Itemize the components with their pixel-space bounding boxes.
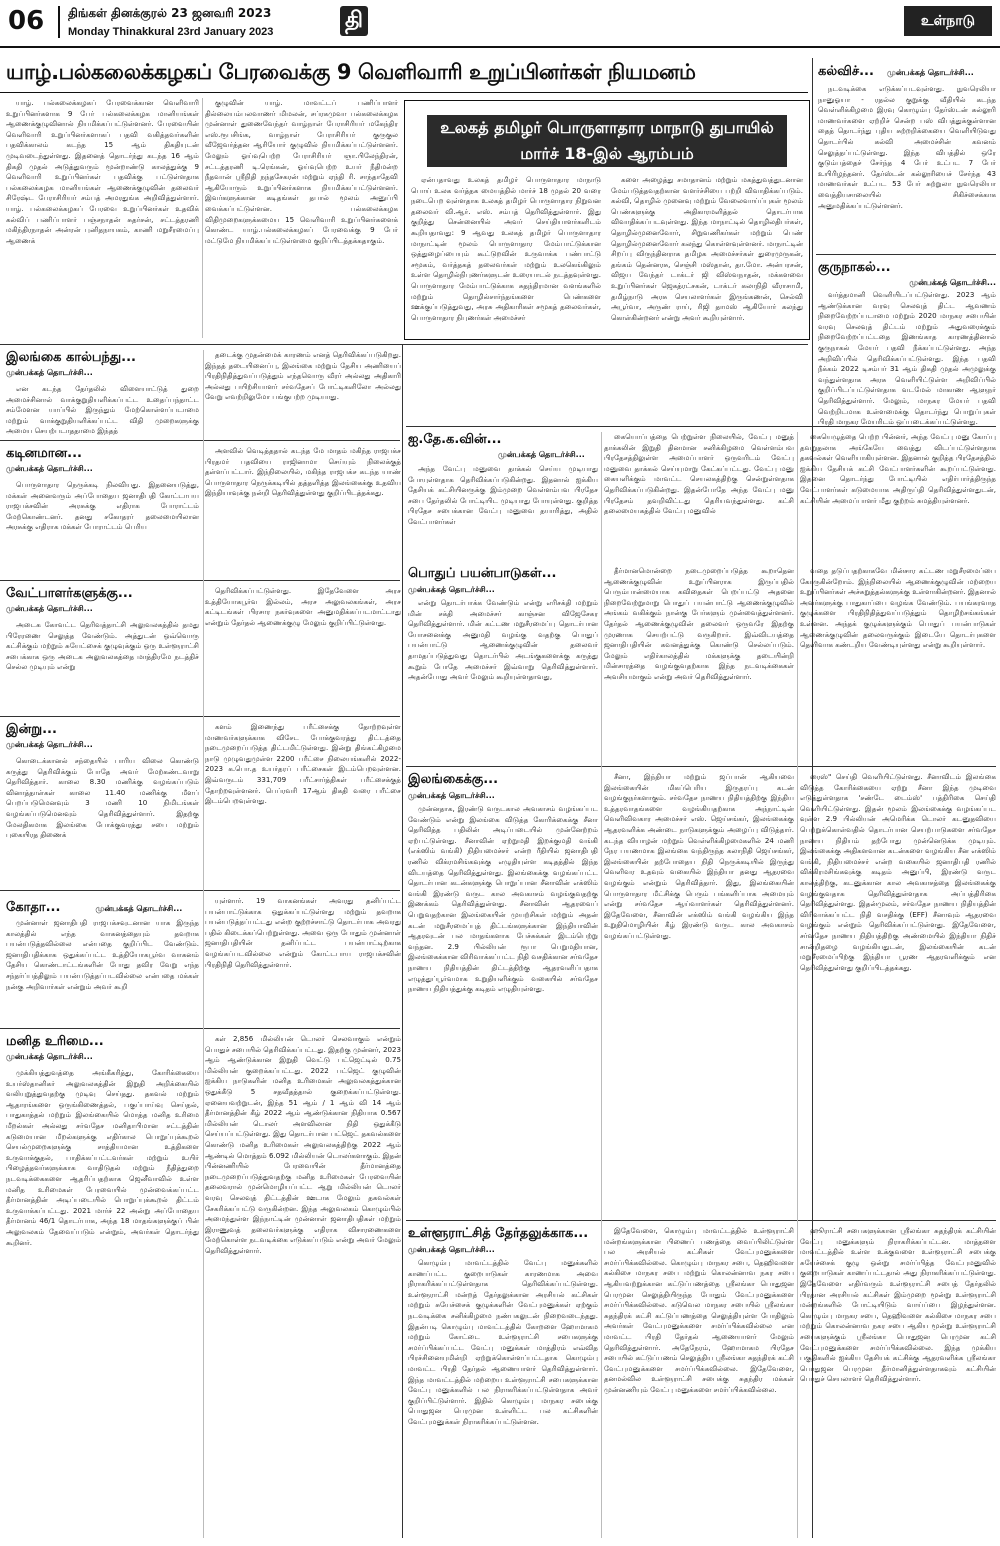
section-divider [0,440,400,441]
article-byline: முன்பக்கத் தொடர்ச்சி... [6,464,93,473]
section-divider [406,1220,996,1221]
article-byline: முன்பக்கத் தொடர்ச்சி... [95,904,183,913]
article-byline: முன்பக்கத் தொடர்ச்சி... [6,1052,93,1061]
article-kicker: ஐ.தே.க.வின்... [408,432,502,447]
box-story [404,100,810,340]
article-col2: அளவில் வெடித்ததால் கடந்த மே மாதம் மகிந்த ராஜபக்ச பிரதமர் பதவியை ராஜினாமா செய்யும் நிலைக்குத் தள்ளப்பட்டார். இந்நிலையில், மகிந்த ராஜபக்ச கடந்த யாண் பொருளாதார நெருக்கடியில் தத்தளித்த இலங்கைக்கு உதவிய இந்தியாவுக்கு நன்றி தெரிவித்துள்ளது குறிப்பிடத்தக்கது. [205,446,401,498]
article-col2: தீர்மானமொன்றை நடைமுறைப்படுத்த கூறாதென ஆணைக்குழுவின் உறுப்பினராக இருப்பதில் பெரும்பான்மையாக கவிதைகள் பெறப்பட்டு அதனை நிறைவேற்றுமாறு பொதுப் பயன்பாட்டு ஆணைக்குழுவில் அங்கம் வகிக்கும் நான்கு பேர்களும் முன்வைத்துள்ளனர். தேர்தல் ஆணைக்குழுவின் தலைவர் ஒருவரே இதற்கு முரணாக செயற்பட்டு வருகிறார். இவ்விடயத்தை ஜனாதிபதியின் கவனத்துக்கு கொண்டு செல்லப்படும். மேலும் எதிர்காலத்தில் மக்களுக்கு தடையின்றி மின்சாரத்தை வழங்குவதற்காக இந்த நடவடிக்கைகள் அவசியமாகும் என்று அவர் தெரிவித்துள்ளார். [604,566,794,681]
article-col1: பொருளாதார நெருக்கடி நிலவியது. இதனையடுத்து, மக்கள் அனைவரும் அப்போதைய ஜனாதிபதி கோட்டாபய ராஜபக்சவின் அரசுக்கு எதிராக போராட்டம் மேற்கொண்டனர். தனது சகோதரர் தலைமையிலான அரசுக்கு எதிராக மக்கள் போராட்டம் பெரிய [6,480,199,532]
lead-article-col1: யாழ். பல்கலைக்கழகப் பேரவைக்கான வெளிவாரி உறுப்பினர்களாக 9 பேர் பல்கலைக்கழக மானியங்கள் ஆணைக்குழுவினால் நியமிக்கப்பட்டுள்ளனர். பேரவையின் வெளிவாரி உறுப்பினர்களாகப் பதவி வகித்தவர்களின் பதவிக்காலம் கடந்த 15 ஆம் திகதியுடன் முடிவடைந்துள்ளது. இதனைத் தொடர்ந்து கடந்த 16 ஆம் திகதி முதல் அடுத்துவரும் மூன்றாண்டு காலத்துக்கு 9 வெளிவாரி உறுப்பினர்கள் பதவிக்கு பட்டுள்ளதாக பல்கலைக்கழக மானியங்கள் ஆணைக்குழுவின் தலைவர் சிரேஷ்ட பேராசிரியர் சம்பத் அமரதுங்க அறிவித்துள்ளார். யாழ். பல்கலைக்கழகப் பேரவை உறுப்பினர்கள் உதவிக் கல்விப் பணிப்பாளர் பஞ்சநாதன் சுதர்சன், சட்டத்தரணி மகிந்திரநாதன் அன்ரன் புனிதநாயகம், காணி மறுசீரமைப்பு ஆணைக் [6,98,199,245]
date-english: Monday Thinakkural 23rd January 2023 [68,26,274,38]
article-human-rights [6,1034,402,1540]
article-col1: கொழும்பு மாவட்டத்தில் வேட்பு மனுக்களில் காணப்பட்ட குறைபாடுகள் காரணமாக அவை நிராகரிக்கப்பட்டுள்ளதாக தெரிவிக்கப்பட்டுள்ளது. உள்ளூராட்சி மன்றத் தேர்தலுக்கான அரசியல் கட்சிகள் மற்றும் சுயேச்சைக் குழுக்களின் வேட்புமனுக்கள் ஏற்கும் நடவடிக்கை சனிக்கிழமை நண்பகலுடன் நிறைவடைந்தது. இதன்படி கொழும்பு மாவட்டத்தில் கோறளை ஹோமாகம மற்றும் கோட்டை உள்ளூராட்சி சபைகளுக்கு சமர்ப்பிக்கப்பட்ட வேட்பு மனுக்கள் மாத்திரம் எவ்வித பிரச்சினையுமின்றி ஏற்றுக்கொள்ளப்பட்டதாக கொழும்பு மாவட்ட பிரதி தேர்தல் ஆணையாளர் தெரிவித்துள்ளார். இந்த மாவட்டத்தில் மற்றைய உள்ளூராட்சி சபைகளுக்கான வேட்பு மனுக்களில் பல நிராகரிக்கப்பட்டுள்ளதாக அவர் குறிப்பிட்டுள்ளார். இதில் கொழும்பு மாநகர சபைக்கு பொதுஜன பெரமுன உள்ளிட்ட பல கட்சிகளின் வேட்புமனுக்கள் நிராகரிக்கப்பட்டுள்ளன. [408,1258,598,1426]
right-article-1 [818,60,996,250]
article-kicker: கடினமான... [6,446,82,461]
article-byline: முன்பக்கத் தொடர்ச்சி... [408,1245,495,1254]
article-kicker: வேட்பாளர்களுக்கு... [6,586,133,601]
article-col1: அடைக கோவட்ட தெரிவத்தாட்சி அலுவலகத்தில் தமது பிரேரணை செலுத்த வேண்டும். அத்துடன் ஒவ்வொரு கட்சிக்கும் மற்றும் சுயேட்சைக் குழுவுக்கும் ஒரு உள்ளூராட்சி சபைக்காக ஒரு அடைக அலுவலகத்தை மாத்திரமே நடத்திச் செல்ல முடியும் என்று [6,620,199,672]
article-public-utilities [408,566,996,762]
article-kicker: இலங்கைக்கு... [408,772,499,787]
article-kicker: மனித உரிமை... [6,1034,104,1049]
article-col1: முக்கியத்துவத்தை அங்கீகரித்து, கோரிக்கையை உயர்ஸ்தானிகர் அலுவலகத்தின் இறுதி அறிக்கையில் வலியுறுத்துவதற்கு முடிவு செய்தது. தகவல் மற்றும் ஆதாரங்களை ஒருங்கிணைத்தல், பகுப்பாய்வு செய்தல், பாதுகாத்தல் மற்றும் இலங்கையில் மொத்த மனித உரிமை மீறல்கள் அல்லது சர்வதேச மனிதாபிமான சட்டத்தின் கடுமையான மீறல்களுக்கு எதிர்கால பொறுப்புக்கூறல் செயல்முறைகளுக்கு சாத்தியமான உத்திகளை உருவாக்குதல், பாதிக்கப்பட்டவர்கள் மற்றும் உயிர் பிழைத்தவர்களுக்காக வாதிடுதல் மற்றும் நீதித்துறை நடவடிக்கைகளை ஆதரிப்பதற்காக ஜெனீவாவில் உள்ள மனித உரிமைகள் பேரவையில் முன்வைக்கப்பட்ட தீர்மானத்தின் அடிப்படையில் பொறுப்புக்கூறல் திட்டம் உருவாக்கப்பட்டது. 2021 மார்ச் 22 அன்று அப்போதைய தீர்மானம் 46/1 தொடர்பாக, அந்த 18 மாதங்களுக்குப் பின் அலுவலகம் தேவைப்படும் என்றும், அவர்கள் தொடர்ந்து கூறினர். [6,1068,199,1247]
masthead-logo-icon: தி [340,6,368,36]
section-divider [406,766,996,767]
article-col3: ஹூராட்சி சபைகளுக்கான ஸ்ரீலங்கா சுதந்திரக் கட்சியின் வேட்பு மனுக்களும் நிராகரிக்கப்பட்டன. மாத்தளை மாவட்டத்தில் உள்ள உக்குவளை உள்ளூராட்சி சபைக்கு சுயேச்சைக் குழு ஒன்று சமர்ப்பித்த வேட்புமனுவில் குறைபாடுகள் காணப்பட்டதால் அது நிராகரிக்கப்பட்டுள்ளது. இதேவேளை எதிர்வரும் உள்ளூராட்சி சபைத் தேர்தலில் பிரதான அரசியல் கட்சிகள் இம்முறை மூன்று உள்ளூராட்சி மன்றங்களில் போட்டியிடும் வாய்ப்பை இழந்துள்ளன. கொழும்பு மாநகர சபை, தெஹிவளை கல்கிசை மாநகர சபை மற்றும் கொலன்னாவ நகர சபை ஆகிய மூன்று உள்ளூராட்சி சபைகளுக்கும் ஸ்ரீலங்கா பொதுஜன பெரமுன கட்சி வேட்புமனுக்களை சமர்ப்பிக்கவில்லை. இந்த முக்கிய பகுதிகளில் ஐக்கிய தேசியக் கட்சிக்கு ஆதரவளிக்க ஸ்ரீலங்கா பொதுஜன பெரமுன தீர்மானித்துள்ளதாகவும் கட்சியின் பொதுச் செயலாளர் தெரிவித்துள்ளார். [800,1226,996,1384]
article-byline: முன்பக்கத் தொடர்ச்சி... [6,604,93,613]
column-divider [402,344,403,1538]
article-col2: சீனா, இந்தியா மற்றும் ஜப்பான் ஆகியவை இலங்கையின் மிகப்பெரிய இருதரப்பு கடன் வழங்குநர்களாகும். சர்வதேச நாணய நிதியத்திற்கு இந்திய உத்தரவாதங்களை வழங்கியதற்காக அந்நாட்டின் வெளிவிவகார அமைச்சர் எஸ். ஜெய்சங்கர், இலங்கைக்கு ஆதரவளிக்க அண்டை நாடுகளுக்கும் அழைப்பு விடுத்தார். கடந்த வியாழன் மற்றும் வெள்ளிக்கிழமைகளில் 24 மணி நேர பயணமாக இலங்கை வந்திருந்த கலாநிதி ஜெய்சங்கர், இலங்கையின் தற்போதைய நிதி நெருக்கடியில் இருந்து வெளிவர உதவும் வகையில் இந்தியா தனது ஆதரவை வழங்கும் என்றும் தெரிவித்தார். இது, இலங்கையின் பொருளாதார மீட்சிக்கு பெரும் பங்களிப்பாக அமையும் என்று சர்வதேச ஆய்வாளர்கள் தெரிவித்துள்ளனர். இதேவேளை, சீனாவின் எக்ஸிம் வங்கி வழங்கிய இந்த உறுதிமொழியின் கீழ் இரண்டு வருட கால அவகாசம் வழங்கப்பட்டுள்ளது. [604,772,794,940]
section-divider [0,890,400,891]
box-headline: உலகத் தமிழர் பொருளாதார மாநாடு துபாயில் மார்ச் 18-இல் ஆரம்பம் [427,115,787,167]
header-rule [0,46,1000,48]
right-divider [816,254,996,255]
headline-rule [0,92,808,93]
article-kicker: குருநாகல்... [818,260,891,275]
section-divider [406,426,996,427]
article-gota [6,896,402,1024]
article-byline: முன்பக்கத் தொடர்ச்சி... [6,740,93,749]
right-article-2 [818,260,996,427]
section-label: உள்நாடு [904,6,992,36]
lead-headline: யாழ்.பல்கலைக்கழகப் பேரவைக்கு 9 வெளிவாரி உறுப்பினர்கள் நியமனம் [6,60,696,84]
article-col1: முன்னாள் ஜனாதிபதி ராஜபக்சவுடனான யாக இருந்த காலத்தில் எந்த வாகனத்தையும் தவறாக பயன்படுத்தவில்லை என்பதை குறிப்பிட வேண்டும். ஜனாதிபதிக்காக ஒதுக்கப்பட்ட உத்தியோகபூர்வ வாகனம் தேசிய கொண்டாட்டங்களின் போது தவிர வேறு எந்த சந்தர்ப்பத்திலும் பயன்படுத்தப்படவில்லை என்பதை மக்கள் நன்கு அறிவார்கள் என்றும் அவர் கூறி [6,918,199,991]
column-divider [797,432,798,1538]
article-byline: முன்பக்கத் தொடர்ச்சி... [909,278,996,287]
article-football [6,350,402,436]
article-byline: முன்பக்கத் தொடர்ச்சி... [408,585,495,594]
date-tamil: திங்கள் தினக்குரல் 23 ஜனவரி 2023 [68,6,272,20]
article-col1: முன்னதாக, இரண்டு வருடகால அவகாசம் வழங்கப்பட வேண்டும் என்று இலங்கை விடுத்த கோரிக்கைக்கு சீனா தெரிவித்த பதிலின் அடிப்படையில் முன்னேற்றம் ஏற்பட்டுள்ளது. சீனாவின் ஏற்றுமதி இறக்குமதி வங்கி (எக்ஸிம் வங்கி) நிதியமைச்சர் என்ற ரீதியில் ஜனாதிபதி ரணில் விக்ரமசிங்கவுக்கு எழுதியுள்ள கடிதத்தில் இந்த விடயத்தை தெரிவித்துள்ளது. இலங்கைக்கு வழங்கப்பட்ட தொடர்பான கடன்களுக்கு பொறுப்பான சீனாவின் எக்ஸிம் வங்கி இரண்டு வருட கால அவகாசம் வழங்குவதற்கு இணக்கம் தெரிவித்துள்ளது. சீனாவின் ஆதரவைப் பெறுவதற்கான இலங்கையின் முயற்சிகள் மற்றும் அதன் கடன் மறுசீரமைப்புத் திட்டங்களுக்கான இந்தியாவின் ஆதரவுடன் பல மாதங்களாக பேச்சுக்கள் இடம்பெற்று வந்தன. 2.9 பில்லியன் ரூபா பெறுமதியான, இலங்கைக்கான விரிவாக்கப்பட்ட நிதி வசதிக்கான சர்வதேச நாணய நிதியத்தின் திட்டத்திற்கு ஆதரவளிப்பதாக எழுத்துப்பூர்வமாக உறுதியளிக்கும் வகையில் சர்வதேச நாணய நிதியத்துக்கு கடிதம் எழுதியுள்ளது. [408,804,598,994]
article-col2: கையொப்பத்தை பெற்றுள்ள நிலையில், வேட்பு மனுத் தாக்கலின் இறுதி தினமான சனிக்கிழமை வெள்ளம்பவ பிரதேசத்திலுள்ள அமைப்பாளர் ஒருவரிடம் வேட்பு மனுவை தாக்கல் செய்யுமாறு கேட்கப்பட்டது. வேட்பு மனு கையளிக்கும் மாவட்ட செயலகத்திற்கு சென்றுள்ளதாக தெரிவிக்கப்படுகின்றது. இதன்போதே அந்த வேட்பு மனு பிரதேசம் தவறிவிட்டது தெரியவந்துள்ளது. கட்சி தலைமையகத்தில் வேட்பு மனுவில் [604,432,794,516]
box-col2: களை அழைத்து சமாதானம் மற்றும் மகத்துவத்துடனான மேம்படுத்தவதற்கான வளர்ச்சியை பற்றி விவாதிக்கப்படும். கல்வி, தொழில் முனைவு மற்றும் வேலைவாய்ப்புகள் மூலம் பெண்களுக்கு அதிகாரமளித்தல் தொடர்பாக விவாதிக்கப்படவுள்ளது. இந்த மாநாட்டில் தொழிலதிபர்கள், தொழில்முனைவோர், சிறுவணிகர்கள் மற்றும் பெண் தொழில்முனைவோர் கலந்து கொள்ளவுள்ளனர். மாநாட்டின் சிறப்பு விருந்தினராக தமிழக அமைச்சர்கள் துரைமுருகன், தங்கம் தென்னரசு, செஞ்சி மஸ்தான், தா.மோ. அன்பரசன், விஜய வேந்தர் டாக்டர் ஜி விஸ்வநாதன், மக்களவை உறுப்பினர்கள் ஜெகத்ரட்சகன், டாக்டர் கலாநிதி வீராசாமி, தமிழ்நாடு அரசு செயலாளர்கள் இருங்கணன், செல்வி அபூர்வா, அருண் ராய், ரிஜி தாமஸ் ஆகியோர் கலந்து கொள்கின்றனர் என்று அவர் கூறியுள்ளார். [611,175,803,322]
article-col3: கையெழுத்தை பெற்ற பின்னர், அந்த வேட்பு மனு கோப்பு தவறுதலாக அங்கேயே வைத்து விடப்பட்டுள்ளதாக தகவல்கள் வெளியாகியுள்ளன. இதனால் குறித்த பிரதேசத்தில் ஐக்கிய தேசியக் கட்சி வேட்பாளர்களின் கூறப்பட்டுள்ளது. இதனை தொடர்ந்து போட்டியில் எதிர்பார்த்திருந்த வேட்பாளர்கள் கடுமையாக அதிருப்தி தெரிவித்துள்ளதுடன், கட்சியின் அமைப்பாளர் மீது குற்றம் சுமத்தியுள்ளனர். [800,432,996,505]
section-divider [0,344,808,345]
column-divider [601,432,602,1538]
article-kicker: உள்ளூராட்சித் தேர்தலுக்காக... [408,1226,589,1241]
article-body: வர்த்தமானி வெளியிடப்பட்டுள்ளது. 2023 ஆம் ஆண்டுக்கான வரவு செலவுத் திட்ட ஆவணம் நிறைவேற்றப்படாமை மற்றும் 2020 மாநகர சபையின் வரவு செலவுத் திட்டம் மற்றும் அதுவரைக்கும் நிறைவேற்றப்பட்டதை இணங்காத காரணத்தினால் குருநாகல் மேயர் பதவி நீக்கப்பட்டுள்ளது. அந்த அறிவிப்பில் தெரிவிக்கப்பட்டுள்ளது. இந்த பதவி நீக்கம் 2022 டிசம்பர் 31 ஆம் திகதி முதல் அமுலுக்கு வந்துள்ளதாக அரசு வெளியிட்டுள்ள அறிவிப்பில் குறிப்பிடப்பட்டுள்ளதாக வடமேல் மாகாண ஆளுநர் தெரிவித்துள்ளார். மேலும், மாநகர மேயர் பதவி வெற்றிடமாக உள்ளமைக்கு தொடர்ந்து பொறுப்புகள் பிரதி மாநகர மேயரிடம் ஒப்படைக்கப்பட்டுள்ளது. [818,290,996,427]
article-col3: ரைஸ்" செய்தி வெளியிட்டுள்ளது. சீனாவிடம் இலங்கை விடுத்த கோரிக்கையை ஏற்று சீனா இந்த முடிவை எடுத்துள்ளதாக 'சண்டே டைம்ஸ்' பத்திரிகை செய்தி வெளியிட்டுள்ளது. இதன் மூலம் இலங்கைக்கு வழங்கப்பட வுள்ள 2.9 பில்லியன் அமெரிக்க டொலர் கடனுதவியை பெற்றுக்கொள்வதில் தொடர்பான செயற்பாடுகளை சர்வதேச நாணய நிதியம் தற்போது முன்னெடுக்க முடியும். இலங்கைக்கு அதிகளவான கடன்களை வழங்கிய சீன எக்ஸிம் வங்கி, நிதியமைச்சர் என்ற வகையில் ஜனாதிபதி ரணில் விக்கிரமசிங்கவுக்கு கடிதம் அனுப்பி, இரண்டு வருட காலத்திற்கு, கடனுக்கான கால அவகாசத்தை இலங்கைக்கு வழங்குவதாக தெரிவித்துள்ளதாக அப்பத்திரிகை தெரிவித்துள்ளது. இதன்முலம், சர்வதேச நாணய நிதியத்தின் விரிவாக்கப்பட்ட நிதி வசதிக்கு (EFF) சீனாவும் ஆதரவை வழங்கும் என்றும் தெரிவிக்கப்பட்டுள்ளது. இதேவேளை, சர்வதேச நாணய நிதியத்திற்கு அண்மையில் இந்தியா நிதிச் சான்றிதழை வழங்கியதுடன், இலங்கையின் கடன் மறுசீரமைப்பிற்கு இந்தியா பூரண ஆதரவளிக்கும் என தெரிவித்துள்ளது குறிப்பிடத்தக்கது. [800,772,996,972]
article-body: நடவடிக்கை எடுக்கப்படவுள்ளது. நுவரெலியா நானுஓயா - ரதல்ல குறுக்கு வீதியில் கடந்த வெள்ளிக்கிழமை இரவு கொழும்பு தேர்ஸ்டன் கல்லூரி மாணவர்களை ஏற்றிச் சென்ற பஸ் விபத்துக்குள்ளான தைத் தொடர்ந்து புதிய சுற்றறிக்கையை வெளியிடுவது தொடர்பில் கல்வி அமைச்சின் கவனம் செலுத்தப்பட்டுள்ளது. இந்த விபத்தில் ஒரே குடும்பத்தைச் சேர்ந்த 4 பேர் உட்பட 7 பேர் உயிரிழந்தனர். தேர்ஸ்டன் கல்லூரியைச் சேர்ந்த 43 மாணவர்கள் உட்பட 53 பேர் சுற்றுலா நுவரெலியா வைத்தியசாலையில் சிகிச்சைக்காக அனுமதிக்கப்பட்டுள்ளனர். [818,84,996,210]
article-col2: களம் இணைந்து பரீட்சைக்கு தோற்றவுள்ள மாணவர்களுக்காக விசேட போக்குவரத்து திட்டத்தை நடைமுறைப்படுத்த திட்டமிட்டுள்ளது. இன்று திங்கட்கிழமை நாடு முழுவதுமுள்ள 2200 பரீட்சை நிலையங்களில் 2022-2023 க.பொ.த உயர்தரப் பரீட்சைகள் இடம்பெறவுள்ளன. இவ்வருடம் 331,709 பரீட்சார்த்திகள் பரீட்சைக்குத் தோற்றவுள்ளனர். பெப்ரவரி 17ஆம் திகதி வரை பரீட்சை இடம்பெறவுள்ளது. [205,722,401,806]
article-kicker: கோதா... [6,900,61,915]
article-col2: கள் 2,856 மில்லியன் டொலர் செலவாகும் என்றும் பொதுச் சபையில் தெரிவிக்கப்பட்டது. இதற்கு முன்னர், 2023 ஆம் ஆண்டுக்கான இறுதி வெட்டு பட்ஜெட்டில் 0.75 மில்லியன் குறைக்கப்பட்டது. 2022 பட்ஜெட் குழுவின் ஐக்கிய நாடுகளின் மனித உரிமைகள் அலுவலகத்துக்கான ஒதுக்கீடு 5 சதவீதத்தால் குறைக்கப்பட்டுள்ளது. ஏனையவற்றுடன், இந்த 51 ஆம் / 1 ஆம் வி 14 ஆம் தீர்மானத்தின் கீழ் 2022 ஆம் ஆண்டுக்கான நிதியாக 0.567 மில்லியன் டொலர் அளவிலான நிதி ஒதுக்கீடு செய்யப்பட்டுள்ளது. இது தொடர்பான பட்ஜெட் தகவல்களை கொண்டு மனித உரிமைகள் அலுவலகத்திற்கு 2022 ஆம் ஆண்டில் மொத்தம் 6.092 மில்லியன் டொலர்களாகும். இதன் பின்னணியில் பேரவையின் தீர்மானத்தை நடைமுறைப்படுத்துவதற்கு மனித உரிமைகள் பேரவையின் தலைவரால் முன்மொழியப்பட்ட ஆறு மில்லியன் டொலர் வரவு செலவுத் திட்டத்தின் ஊடாக மேலும் தகவல்கள் சேகரிக்கப்பட்டு வருகின்றன. இந்த அலுவலகம் கொழும்பில் அமைந்துள்ள இந்நாட்டின் முன்னாள் ஜனாதிபதிகள் மற்றும் இராணுவத் தலைவர்களுக்கு எதிராக விசாரணைகளை மேற்கொள்ள நடவடிக்கை எடுக்கப்படும் என்று அவர் மேலும் தெரிவித்துள்ளார். [205,1034,401,1255]
article-economy [6,446,402,576]
section-divider [0,1028,400,1029]
article-byline: முன்பக்கத் தொடர்ச்சி... [887,68,974,77]
article-col1: என கடந்த தேர்தலில் விளையாட்டுத் துறை அமைச்சினால் வாக்குறுதியளிக்கப்பட்ட உதைப்பந்தாட்ட சம்மேளன யாப்பில் இருந்தும் மேற்கொள்ளப்படாமை மற்றும் வாக்குறுதியளிக்கப்பட்ட விதி முறைகளுக்கு அமைய செயற்படாததாமை இந்தத் [6,384,199,436]
article-col3: வதை தடுப்பதற்காகவே மின்சார கட்டண மறுசீரமைப்பை கோருகின்றோம். இந்நிலையில் ஆணைக்குழுவின் மற்றைய உறுப்பினர்கள் அச்சுறுத்தல்களுக்கு உள்ளாகின்றனர். இதனால் அவர்களுக்கு பாதுகாப்பை வழங்க வேண்டும். பயங்கரவாத குழுக்களை பிரதிநிதித்துவப்படுத்தும் தொழிற்சங்கங்கள் உள்ளன. அந்தக் குழுக்களுக்கும் பொதுப் பயன்பாடுகள் ஆணைக்குழுவின் தலைவருக்கும் இடையே தொடர்புகளை தெளிவாக கண்டறிய வேண்டியுள்ளது என்று கூறியுள்ளார். [800,566,996,650]
article-byline: முன்பக்கத் தொடர்ச்சி... [6,368,93,377]
article-china-loan [408,772,996,1216]
article-col2: தெரிவிக்கப்பட்டுள்ளது. இதேவேளை அரச உத்தியோகபூர்வ இல்லம், அரச அலுவலகங்கள், அரச கட்டிடங்கள் பிரசார நகர்வுகளை அனுமதிக்கப்படமாட்டாது என்றும் தேர்தல் ஆணைக்குழு மேலும் குறிப்பிட்டுள்ளது. [205,586,401,627]
article-kicker: பொதுப் பயன்பாடுகள்... [408,566,557,581]
article-byline: முன்பக்கத் தொடர்ச்சி... [498,450,585,459]
column-divider [203,350,204,1538]
section-divider [0,580,400,581]
lead-article-col2: குழுவின் யாழ். மாவட்டப் பணிப்பாளர் தில்லையம்பலவாணர் மிமலன், சப்ரகமுவா பல்கலைக்கழக முன்னாள் துணைவேந்தர் வாழ்நாள் பேராசிரியர் மகேந்திர எஸ்.ரூபசிங்க, வாழ்நாள் பேராசிரியர் குருகுல வீஜேவர்த்தன ஆரியோர் குழுவில் நியமிக்கப்பட்டுள்ளனர். மேலும் ஓய்வுபெற்ற பேராசிரியர் ஞா.பிலேந்திரன், சட்டத்தரணி டி.ரெங்கன், ஓய்வுபெற்ற உயர் நீதிமன்ற நீதவான் ஸ்ரீநிதி நந்தசேகரன் மற்றும் ஏந்தி ரி. சாந்தாதேவி ஆகியோரும் உறுப்பினர்களாக நியமிக்கப்பட்டுள்ளனர். இவர்களுக்கான கடிதங்கள் தபால் மூலம் அனுப்பி வைக்கப்பட்டுள்ளன. பல்கலைக்கழக விதிமுறைகளுக்கமைய 15 வெளிவாரி உறுப்பினர்களைக் கொண்ட யாழ்.பல்கலைக்கழகப் பேரவைக்கு 9 பேர் மட்டுமே நியமிக்கப்பட்டுள்ளமை குறிப்பிடத்தக்கதாகும். [205,98,398,245]
article-col1: அந்த வேட்பு மனுவை தாக்கல் செய்ய முடியாது போயுள்ளதாக தெரிவிக்கப்படுகின்றது. இதனால் ஐக்கிய தேசியக் கட்சியினருக்கு இம்முறை வெள்ளம்பவ பிரதேச சபை தேர்தலில் போட்டியிட முடியாது போயுள்ளது. குறித்த பிரதேச சபைக்கான வேட்பு மனுவை தயாரித்து, அதில் வேட்பாளர்கள் [408,464,598,526]
column-divider [202,98,203,338]
box-col1: ஏன்பதாவது உலகத் தமிழர் பொருளாதார மாநாடு பொய் உலக வர்த்தக மையத்தில் மார்ச் 18 முதல் 20 வரை நடைபெற வுள்ளதாக உலகத் தமிழர் பொருளாதார நிறுவன தலைவர் வி.ஆர். எஸ். சம்பத் தெரிவித்துள்ளார். இது குறித்து சென்னையில் அவர் செய்தியாளர்களிடம் கூறியதாவது: 9 ஆவது உலகத் தமிழர் பொருளாதார மாநாட்டின் மூலம் பொருளாதார மேம்பாட்டுக்கான ஒத்துழைப்பையும் கூட்டுறவின் உருவாக்க பண்பாட்டு சமூகம், வர்த்தகத் தலைவர்கள் மற்றும் உலகெங்கிலும் உள்ள தொழில்நிபுணர்களுடன் உரையாடல் நடத்தவுள்ளது. பொருளாதார மேம்பாட்டுக்காக சுதந்திரமான வளங்களில் மற்றும் தொழில்சார்ந்தங்களை பெண்களை ஊக்குப்படுத்துவது, அரசு அதிகாரிகள் சமூகத் தலைவர்கள், பொருளாதார நிபுணர்கள் அமைச்சர் [411,175,601,322]
article-col1: என்று தொடர்பாக்க வேண்டும் என்று எரிசக்தி மற்றும் மின் சக்தி அமைச்சர் காஞ்சன விஜேசேகர தெரிவித்துள்ளார். மின் கட்டண மறுசீரமைப்பு தொடர்பான யோசனைக்கு அனுமதி வழங்கு வதற்கு பொதுப் பயன்பாட்டு ஆணைக்குழுவின் தலைவர் தாமதப்படுத்துவது தொடர்பில் அடங்குகளைக்கு கருத்து கூறும் போதே அமைச்சர் இவ்வாறு தெரிவித்துள்ளார். அதன்போது அவர் மேலும் கூறியுள்ளதாவது, [408,598,598,682]
page-number: 06 [8,6,45,36]
header-divider [58,6,60,38]
article-kicker: இன்று... [6,722,57,737]
section-divider [0,716,400,717]
article-col2: தடைக்கு முதன்மைக் காரணம் எனத் தெரிவிக்கப்படுகிறது. இந்தத் தடையினைப்பு, இலங்கை மற்றும் தேசிய அணியைப் பிரதிநிதித்துவப்படுத்தும் எந்தவொரு வீரர் அல்லது அதிகாரி அல்லது பயிற்சியாளர் சர்வதேசப் போட்டிகளிலோ அல்லது வேறு எவற்றிலுமோ பங்குபற்ற முடியாது. [205,350,401,402]
article-col2: இதேவேளை, கொழும்பு மாவட்டத்தில் உள்ளூராட்சி மன்றங்களுக்கான பிணைப் பணத்தை வைப்பிலிட்டுள்ள பல அரசியல் கட்சிகள் வேட்புமனுக்களை சமர்ப்பிக்கவில்லை. கொழும்பு மாநகர சபை, தெஹிவளை கல்கிசை மாநகர சபை மற்றும் கொலன்னாவ நகர சபை ஆகியவற்றுக்கான கட்டுப்பணத்தை ஸ்ரீலங்கா பொதுஜன பெரமுன செலுத்தியிருந்த போதும் வேட்புமனுக்களை சமர்ப்பிக்கவில்லை. கடுவெல மாநகர சபையில் ஸ்ரீலங்கா சுதந்திரக் கட்சி கட்டுப்பணத்தை செலுத்தியுள்ள போதிலும் அவர்கள் வேட்புமனுக்களை சமர்ப்பிக்கவில்லை என மாவட்ட பிரதி தேர்தல் ஆணையாளர் மேலும் தெரிவித்துள்ளார். அதேநேரம், ஹோமாகம பிரதேச சபையில் கட்டுப்பணம் செலுத்திய ஸ்ரீலங்கா சுதந்திரக் கட்சி வேட்புமனுக்களை சமர்ப்பிக்கவில்லை. இதேவேளை, தனமல்வில உள்ளூராட்சி சபைக்கு சுதந்திர மக்கள் முன்னணியும் வேட்பு மனுக்களை சமர்ப்பிக்கவில்லை. [604,1226,794,1394]
article-kicker: இலங்கை கால்பந்து... [6,350,136,365]
article-exam [6,722,402,886]
article-col2: யுள்ளார். 19 வாகனங்கள் அவரது தனிப்பட்ட பயன்பாட்டுக்காக ஒதுக்கப்பட்டுள்ளது மற்றும் தவறாக பயன்படுத்தப்பட்டது என்ற குற்றச்சாட்டு தொடர்பாக அவரது பதில் கிடைக்கப்பெற்றுள்ளது. அவை ஒரு போதும் முன்னாள் ஜனாதிபதியின் தனிப்பட்ட பயன்பாட்டிற்காக வழங்கப்படவில்லை என்றும் கோட்டபாய ராஜபக்சவின் பிரதிநிதி தெரிவித்துள்ளார். [205,896,401,969]
article-candidates [6,586,402,712]
article-col1: கொடைக்கானல் சந்தையில் பாரிய விலை கொண்டு கருத்து தெரிவிக்கும் போதே அவர் மேற்கண்டவாறு தெரிவித்தார். காலை 8.30 மணிக்கு வழங்கப்படும் வினாத்தாள்கள் காலை 11.40 மணிக்கு மீளப் பெறப்படுமெனவும் 3 மணி 10 நிமிடங்கள் வழங்கப்படுமெனவும் தெரிவித்துள்ளார். இதற்கு மேலதிகமாக இலங்கை போக்குவரத்து சபை மற்றும் புகையிரத திணைக் [6,756,199,840]
article-byline: முன்பக்கத் தொடர்ச்சி... [408,791,495,800]
article-kicker: கல்விச்... [818,64,874,79]
article-local-election [408,1226,996,1540]
